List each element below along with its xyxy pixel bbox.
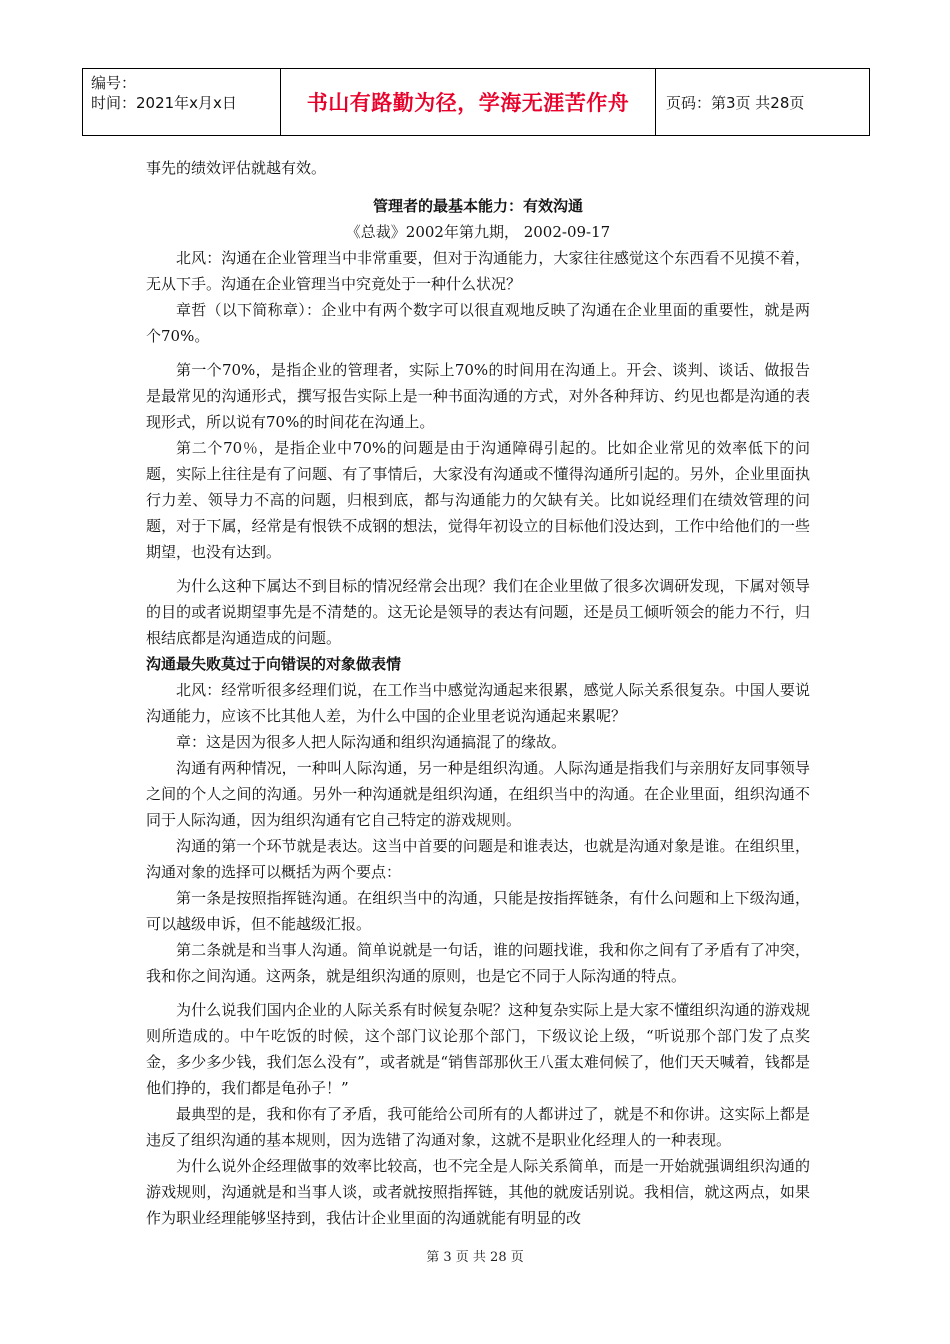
article-source: 《总裁》2002年第九期， 2002-09-17 [345, 223, 611, 241]
header-motto: 书山有路勤为径，学海无涯苦作舟 [281, 69, 656, 135]
paragraph: 章哲（以下简称章）：企业中有两个数字可以很直观地反映了沟通在企业里面的重要性，就是两个70%。 [146, 301, 810, 345]
header-left-cell [83, 69, 281, 135]
header-page-info: 页码：第3页 共28页 [666, 93, 805, 112]
paragraph: 北风：沟通在企业管理当中非常重要，但对于沟通能力，大家往往感觉这个东西看不见摸不着，无从下手。沟通在企业管理当中究竟处于一种什么状况？ [146, 249, 810, 293]
document-number-label: 编号： [91, 74, 137, 92]
paragraph: 第二个70％，是指企业中70%的问题是由于沟通障碍引起的。比如企业常见的效率低下的问题，实际上往往是有了问题、有了事情后，大家没有沟通或不懂得沟通所引起的。另外，企业里面执行力差、领导力不高的问题，归根到底，都与沟通能力的欠缺有关。比如说经理们在绩效管理的问题，对于下属，经常是有恨铁不成钢的想法，觉得年初设立的目标他们没达到，工作中给他们的一些期望，也没有达到。 [146, 439, 810, 561]
lead-paragraph: 事先的绩效评估就越有效。 [146, 159, 327, 177]
paragraph: 为什么说外企经理做事的效率比较高，也不完全是人际关系简单，而是一开始就强调组织沟通的游戏规则，沟通就是和当事人谈，或者就按照指挥链，其他的就废话别说。我相信，就这两点，如果作为职业经理能够坚持到，我估计企业里面的沟通就能有明显的改 [146, 1157, 810, 1227]
paragraph: 为什么说我们国内企业的人际关系有时候复杂呢？这种复杂实际上是大家不懂组织沟通的游戏规则所造成的。中午吃饭的时候，这个部门议论那个部门，下级议论上级，“听说那个部门发了点奖金，多少多少钱，我们怎么没有”，或者就是“销售部那伙王八蛋太难伺候了，他们天天喊着，钱都是他们挣的，我们都是龟孙子！” [146, 1001, 810, 1097]
article-title: 管理者的最基本能力：有效沟通 [372, 197, 583, 215]
paragraph: 最典型的是，我和你有了矛盾，我可能给公司所有的人都讲过了，就是不和你讲。这实际上都是违反了组织沟通的基本规则，因为选错了沟通对象，这就不是职业化经理人的一种表现。 [146, 1105, 810, 1149]
page-footer: 第 3 页 共 28 页 [426, 1250, 524, 1265]
paragraph: 北风：经常听很多经理们说，在工作当中感觉沟通起来很累，感觉人际关系很复杂。中国人要说沟通能力，应该不比其他人差，为什么中国的企业里老说沟通起来累呢？ [146, 681, 810, 725]
document-body [146, 155, 810, 1231]
paragraph: 沟通的第一个环节就是表达。这当中首要的问题是和谁表达，也就是沟通对象是谁。在组织里，沟通对象的选择可以概括为两个要点： [146, 837, 810, 881]
paragraph: 第一个70%，是指企业的管理者，实际上70%的时间用在沟通上。开会、谈判、谈话、做报告是最常见的沟通形式，撰写报告实际上是一种书面沟通的方式，对外各种拜访、约见也都是沟通的表现形式，所以说有70%的时间花在沟通上。 [146, 361, 810, 431]
paragraph: 第一条是按照指挥链沟通。在组织当中的沟通，只能是按指挥链条，有什么问题和上下级沟通，可以越级申诉，但不能越级汇报。 [146, 889, 810, 933]
paragraph: 沟通有两种情况，一种叫人际沟通，另一种是组织沟通。人际沟通是指我们与亲朋好友同事领导之间的个人之间的沟通。另外一种沟通就是组织沟通，在组织当中的沟通。在企业里面，组织沟通不同于人际沟通，因为组织沟通有它自己特定的游戏规则。 [146, 759, 810, 829]
page-header-table [82, 68, 870, 136]
section-heading: 沟通最失败莫过于向错误的对象做表情 [146, 655, 402, 673]
paragraph: 第二条就是和当事人沟通。简单说就是一句话，谁的问题找谁，我和你之间有了矛盾有了冲突，我和你之间沟通。这两条，就是组织沟通的原则，也是它不同于人际沟通的特点。 [146, 941, 810, 985]
document-date-label: 时间：2021年x月x日 [91, 94, 237, 112]
paragraph: 为什么这种下属达不到目标的情况经常会出现？我们在企业里做了很多次调研发现，下属对领导的目的或者说期望事先是不清楚的。这无论是领导的表达有问题，还是员工倾听领会的能力不行，归根结底都是沟通造成的问题。 [146, 577, 810, 647]
paragraph: 章：这是因为很多人把人际沟通和组织沟通搞混了的缘故。 [176, 733, 567, 751]
